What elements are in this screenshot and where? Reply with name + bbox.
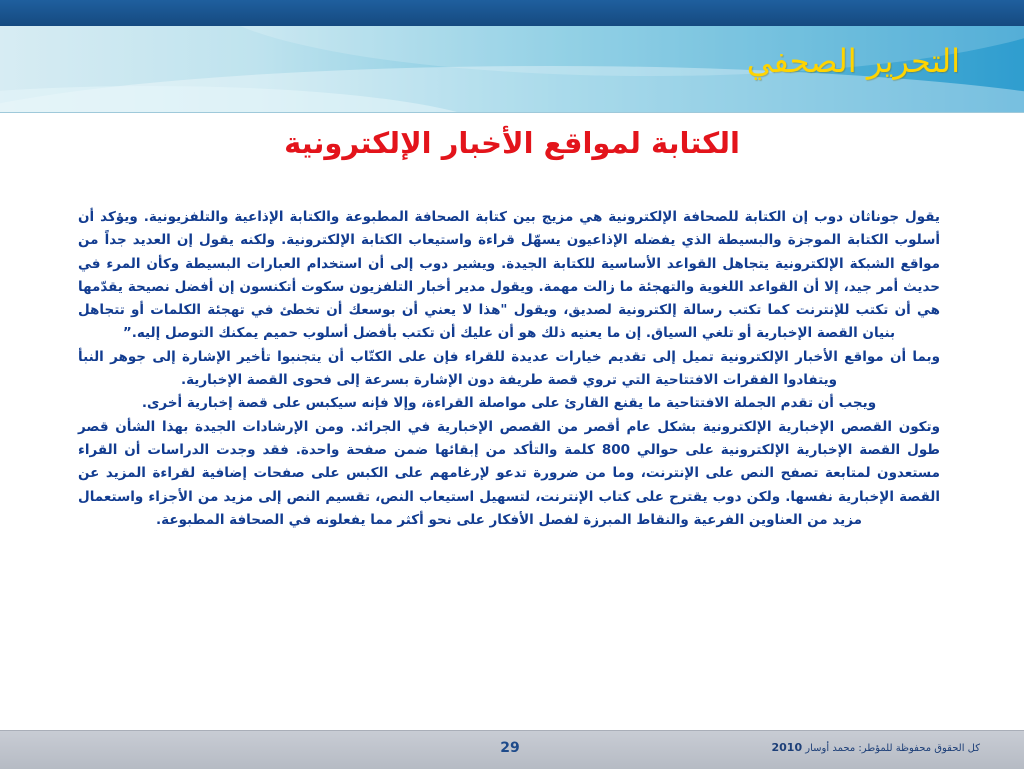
paragraph: ويجب أن تقدم الجملة الافتتاحية ما يقنع القارئ على مواصلة القراءة، وإلا فإنه سيكبس على قصة إخبارية أخرى. <box>141 395 877 412</box>
page-title: التحرير الصحفي <box>746 42 960 80</box>
paragraph: وتكون القصص الإخبارية الإلكترونية بشكل عام أقصر من القصص الإخبارية في الجرائد. ومن الإرشادات الجيدة بهذا الشأن قصر طول القصة الإخبارية الإلكترونية على حوالي 800 كلمة والتأكد من إبقائها ضمن صفحة واحدة. فقد وجدت الدراسات أن القراء مستعدون لمتابعة تصفح النص على الإنترنت، وما من ضرورة تدعو لإرغامهم على الكبس على صفحات إضافية لقراءة المزيد عن القصة الإخبارية نفسها. ولكن دوب يقترح على كتاب الإنترنت، لتسهيل استيعاب النص، تقسيم النص إلى مزيد من الأجزاء واستعمال مزيد من العناوين الفرعية والنقاط المبرزة لفصل الأفكار على نحو أكثر مما يفعلونه في الصحافة المطبوعة. <box>78 418 940 528</box>
paragraph: يقول جوناثان دوب إن الكتابة للصحافة الإلكترونية هي مزيج بين كتابة الصحافة المطبوعة والكتابة الإذاعية والتلفزيونية. ويؤكد أن أسلوب الكتابة الموجزة والبسيطة الذي يفضله الإذاعيون يسهّل قراءة واستيعاب الكتابة الإلكترونية. ولكنه يقول إن العديد جداً من مواقع الشبكة الإلكترونية يتجاهل القواعد الأساسية للكتابة الجيدة. ويشير دوب إلى أن استخدام العبارات البسيطة وكأن المرء في حديث أمر جيد، إلا أن القواعد اللغوية والتهجئة ما زالت مهمة. ويقول مدير أخبار التلفزيون سكوت أتكنسون إن أفضل نصيحة يقدّمها هي أن تكتب للإنترنت كما تكتب رسالة إلكترونية لصديق، ويقول "هذا لا يعني أن بوسعك أن تخطئ في تهجئة الكلمات أو تتجاهل بنيان القصة الإخبارية أو تلغي السياق. إن ما يعنيه ذلك هو أن عليك أن تكتب بأفضل أسلوب حميم يمكنك التوصل إليه.” <box>78 209 940 342</box>
top-bar <box>0 0 1024 26</box>
body-text <box>78 206 940 532</box>
paragraph: وبما أن مواقع الأخبار الإلكترونية تميل إلى تقديم خيارات عديدة للقراء فإن على الكتّاب أن يتجنبوا تأخير الإشارة إلى جوهر النبأ ويتفادوا الفقرات الافتتاحية التي تروي قصة طريفة دون الإشارة بسرعة إلى فحوى القصة الإخبارية. <box>78 348 940 389</box>
copyright-notice <box>771 741 980 754</box>
slide-subtitle: الكتابة لمواقع الأخبار الإلكترونية <box>284 126 740 160</box>
header-divider <box>0 112 1024 113</box>
footer-bar <box>0 730 1024 769</box>
copyright-text: كل الحقوق محفوظة للمؤطر: محمد أوسار <box>805 743 980 754</box>
page-number: 29 <box>500 740 520 756</box>
copyright-year: 2010 <box>771 741 803 754</box>
